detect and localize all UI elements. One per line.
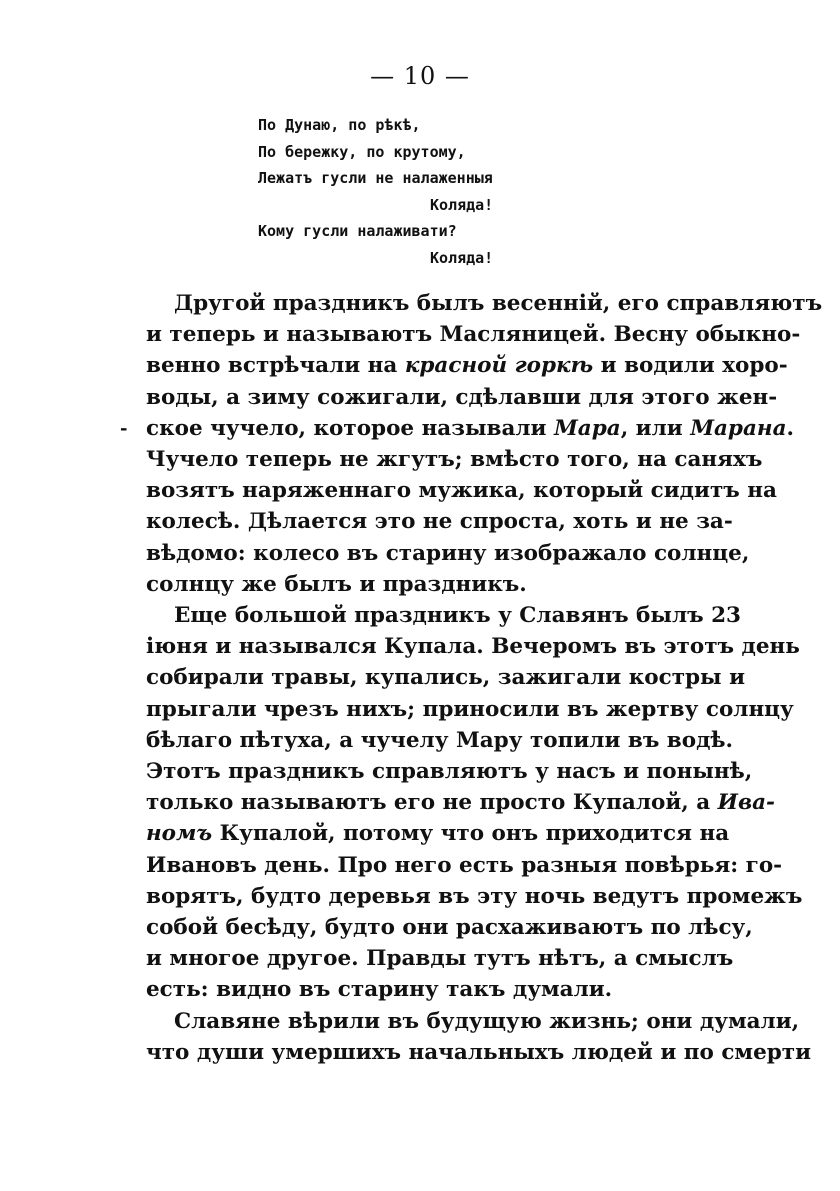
poem-line: Кому гусли налаживати? (258, 222, 457, 240)
italic-term: Ива- (717, 790, 775, 816)
text-line: что души умершихъ начальныхъ людей и по смерти (146, 1039, 812, 1065)
text-line: Ивановъ день. Про него есть разныя повѣрья: го- (146, 852, 783, 878)
text-line: есть: видно въ старину такъ думали. (146, 977, 613, 1003)
text-line: солнцу же былъ и праздникъ. (146, 571, 527, 597)
italic-term: номъ (146, 821, 213, 847)
text-line: и теперь и называютъ Масляницей. Весну обыкно- (146, 322, 801, 348)
poem-line: Лежатъ гусли не налаженныя (258, 169, 493, 187)
poem-verse (258, 112, 558, 271)
margin-mark: - (120, 418, 128, 439)
text-line: возятъ наряженнаго мужика, который сидитъ на (146, 478, 777, 504)
page-number: — 10 — (370, 62, 470, 90)
paragraph (146, 1006, 812, 1068)
text-line: Этотъ праздникъ справляютъ у насъ и понынѣ, (146, 759, 753, 785)
text-line: Славяне вѣрили въ будущую жизнь; они думали, (174, 1008, 800, 1034)
text-line: колесѣ. Дѣлается это не спроста, хоть и не за- (146, 509, 733, 535)
italic-term: Мара (553, 415, 621, 441)
text-line: ворятъ, будто деревья въ эту ночь ведутъ промежъ (146, 883, 803, 909)
text-line: Еще большой праздникъ у Славянъ былъ 23 (174, 603, 741, 629)
poem-line: По бережку, по крутому, (258, 142, 466, 161)
poem-line: По Дунаю, по рѣкѣ, (258, 116, 421, 134)
text-line: собирали травы, купались, зажигали костры и (146, 665, 746, 691)
text-line: воды, а зиму сожигали, сдѣлавши для этого жен- (146, 384, 778, 410)
text-line: вѣдомо: колесо въ старину изображало солнце, (146, 540, 750, 566)
poem-refrain: Коляда! (430, 248, 494, 267)
paragraph (146, 288, 823, 600)
poem-refrain: Коляда! (430, 195, 494, 214)
text-line: бѣлаго пѣтуха, а чучелу Мару топили въ водѣ. (146, 727, 734, 753)
text-line: собой бесѣду, будто они расхаживаютъ по лѣсу, (146, 915, 753, 941)
italic-term: красной горкѣ (404, 353, 594, 379)
text-line: іюня и назывался Купала. Вечеромъ въ этотъ день (146, 634, 800, 660)
text-line: венно встрѣчали на красной горкѣ и водили хоро- (146, 353, 788, 379)
text-line: номъ Купалой, потому что онъ приходится на (146, 821, 730, 847)
prose-body (146, 288, 823, 1068)
text-line: Другой праздникъ былъ весенній, его справляютъ (174, 291, 823, 316)
paragraph (146, 600, 803, 1006)
text-line: и многое другое. Правды тутъ нѣтъ, а смыслъ (146, 946, 734, 972)
text-line: прыгали чрезъ нихъ; приносили въ жертву солнцу (146, 696, 794, 722)
italic-term: Марана (690, 415, 787, 441)
text-line: ское чучело, которое называли Мара, или Марана. (146, 415, 795, 441)
text-line: Чучело теперь не жгутъ; вмѣсто того, на саняхъ (146, 447, 763, 473)
text-line: только называютъ его не просто Купалой, а Ива- (146, 790, 775, 816)
